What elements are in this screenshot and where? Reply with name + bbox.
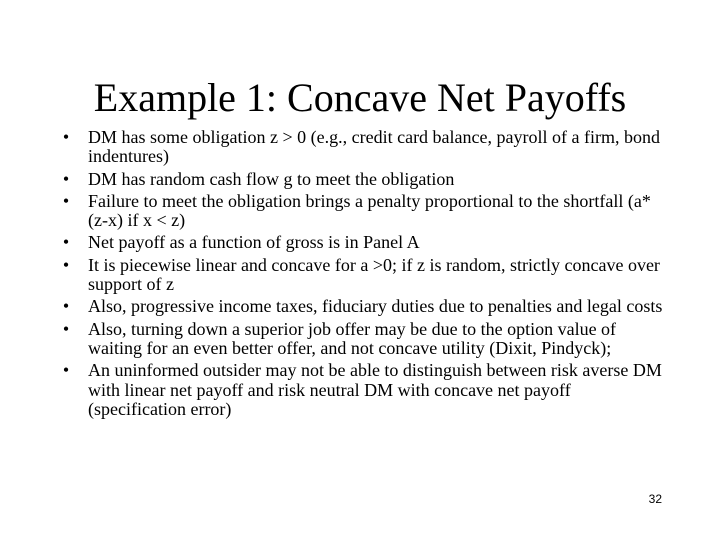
- list-item: [56, 256, 666, 295]
- bullet-text: Failure to meet the obligation brings a penalty proportional to the shortfall (a*(z-x) if x < z): [88, 190, 651, 231]
- page-number: 32: [648, 492, 662, 506]
- bullet-text: It is piecewise linear and concave for a >0; if z is random, strictly concave over support of z: [88, 254, 660, 295]
- bullet-mark: •: [62, 127, 70, 147]
- bullet-mark: •: [62, 190, 70, 211]
- list-item: [56, 192, 666, 231]
- bullet-text: Also, turning down a superior job offer may be due to the option value of waiting for an even better offer, and not concave utility (Dixit, Pindyck);: [88, 318, 617, 358]
- list-item: [56, 128, 666, 167]
- bullet-list: [56, 128, 666, 422]
- bullet-text: DM has some obligation z > 0 (e.g., credit card balance, payroll of a firm, bond indentures): [88, 127, 660, 167]
- bullet-mark: •: [62, 360, 70, 381]
- slide-title: Example 1: Concave Net Payoffs: [93, 75, 627, 120]
- list-item: [56, 361, 666, 419]
- list-item: [56, 297, 666, 316]
- bullet-text: Net payoff as a function of gross is in Panel A: [88, 232, 420, 253]
- list-item: [56, 320, 666, 359]
- bullet-mark: •: [62, 318, 70, 339]
- list-item: [56, 233, 666, 252]
- bullet-text: An uninformed outsider may not be able to distinguish between risk averse DM with linear net payoff and risk neutral DM with concave net payoff (specification error): [88, 360, 662, 419]
- list-item: [56, 170, 666, 189]
- bullet-mark: •: [62, 232, 70, 253]
- bullet-mark: •: [62, 254, 70, 275]
- bullet-mark: •: [62, 168, 70, 189]
- bullet-text: DM has random cash flow g to meet the obligation: [88, 168, 455, 189]
- bullet-mark: •: [62, 296, 70, 317]
- bullet-text: Also, progressive income taxes, fiduciary duties due to penalties and legal costs: [88, 296, 663, 317]
